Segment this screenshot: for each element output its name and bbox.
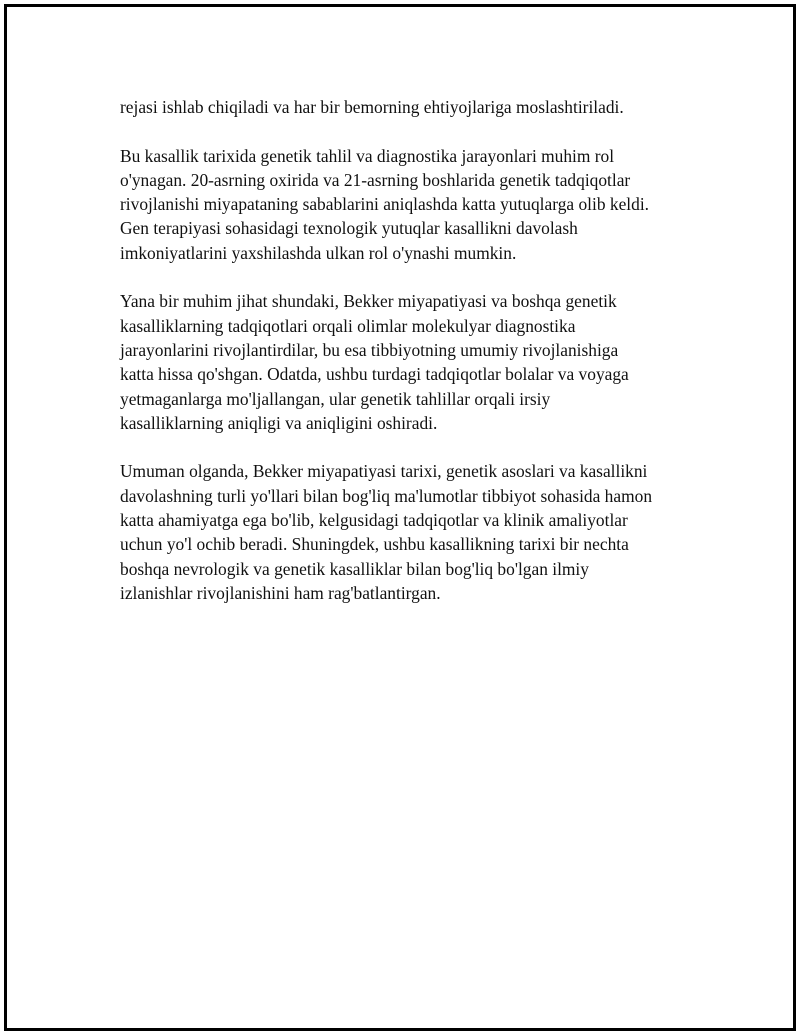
paragraph-4 (120, 459, 700, 605)
paragraph-3 (120, 289, 700, 435)
text-line: izlanishlar rivojlanishini ham rag'batlantirgan. (120, 582, 441, 603)
text-line: o'ynagan. 20-asrning oxirida va 21-asrning boshlarida genetik tadqiqotlar (120, 169, 631, 190)
paragraph-2 (120, 144, 700, 265)
text-line: Bu kasallik tarixida genetik tahlil va diagnostika jarayonlari muhim rol (120, 145, 615, 166)
text-line: rejasi ishlab chiqiladi va har bir bemorning ehtiyojlariga moslashtiriladi. (120, 97, 624, 117)
text-line: yetmaganlarga mo'ljallangan, ular genetik tahlillar orqali irsiy (120, 388, 551, 409)
text-line: kasalliklarning tadqiqotlari orqali olimlar molekulyar diagnostika (120, 315, 576, 336)
text-line: boshqa nevrologik va genetik kasalliklar bilan bog'liq bo'lgan ilmiy (120, 558, 589, 579)
text-line: katta hissa qo'shgan. Odatda, ushbu turdagi tadqiqotlar bolalar va voyaga (120, 364, 629, 385)
text-line: Gen terapiyasi sohasidagi texnologik yutuqlar kasallikni davolash (120, 218, 578, 239)
text-line: Umuman olganda, Bekker miyapatiyasi tarixi, genetik asoslari va kasallikni (120, 461, 648, 482)
text-line: davolashning turli yo'llari bilan bog'liq ma'lumotlar tibbiyot sohasida hamon (120, 485, 653, 506)
text-line: katta ahamiyatga ega bo'lib, kelgusidagi tadqiqotlar va klinik amaliyotlar (120, 510, 628, 531)
text-line: jarayonlarini rivojlantirdilar, bu esa tibbiyotning umumiy rivojlanishiga (120, 339, 619, 360)
document-page (4, 4, 796, 1031)
text-line: kasalliklarning aniqligi va aniqligini oshiradi. (120, 412, 438, 433)
text-line: uchun yo'l ochib beradi. Shuningdek, ushbu kasallikning tarixi bir nechta (120, 534, 629, 555)
document-body (120, 95, 700, 630)
text-line: Yana bir muhim jihat shundaki, Bekker miyapatiyasi va boshqa genetik (120, 291, 617, 312)
paragraph-1 (120, 95, 700, 119)
text-line: imkoniyatlarini yaxshilashda ulkan rol o'ynashi mumkin. (120, 242, 517, 263)
text-line: rivojlanishi miyapataning sabablarini aniqlashda katta yutuqlarga olib keldi. (120, 194, 649, 215)
